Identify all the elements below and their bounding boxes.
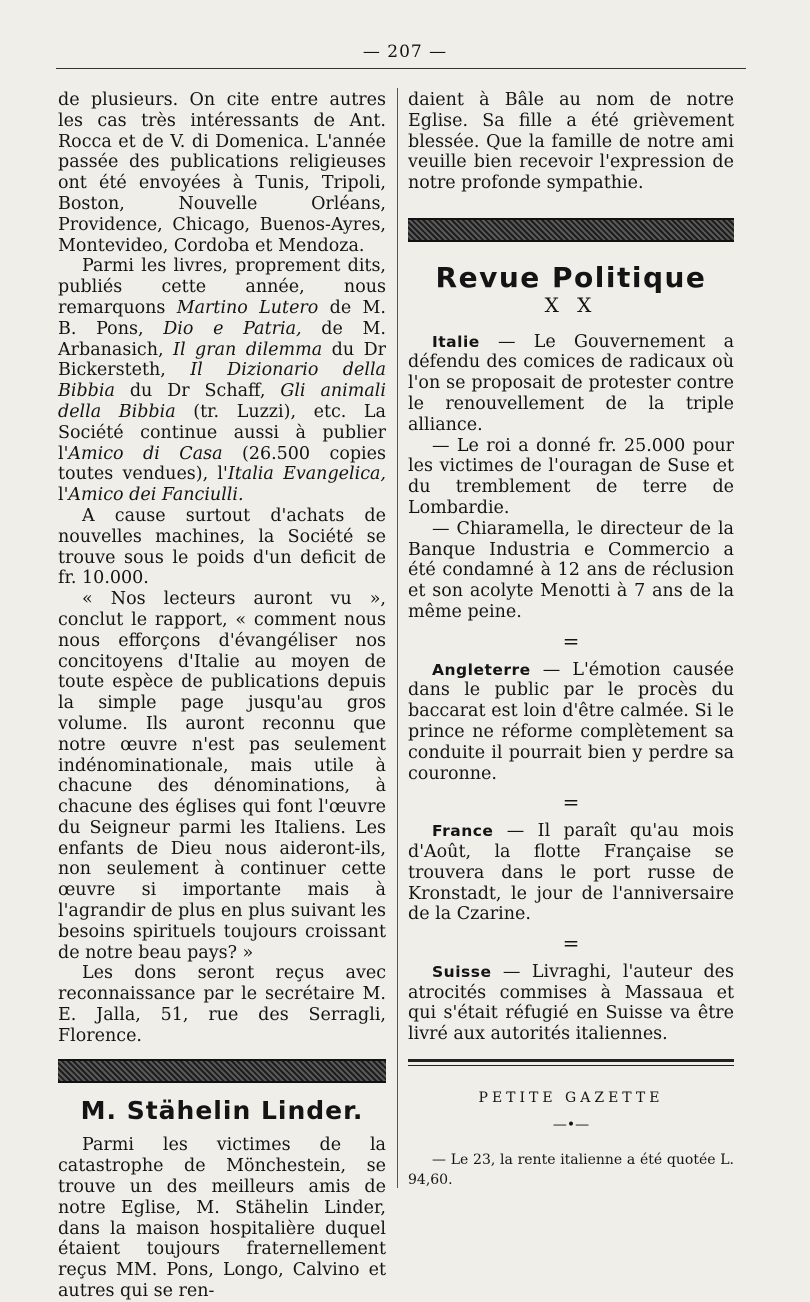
separator: = xyxy=(562,628,580,653)
text: — Livraghi, l'auteur des atrocités commises à Massaua et qui s'était réfugié en Suisse va être livré aux autorités italiennes. xyxy=(408,961,734,1045)
text: — L'émotion causée dans le public par le procès du baccarat est loin d'être calmée. Si le prince ne réforme complètement sa conduite il pourrait bien y perdre sa couronne. xyxy=(408,659,734,784)
country-label: France xyxy=(432,822,494,841)
text: Parmi les livres, proprement dits, publiés cette année, nous remarquons xyxy=(58,256,386,318)
country-label: Angleterre xyxy=(432,660,531,679)
news-item: — Chiaramella, le directeur de la Banque Industria e Commercio a été condamné à 12 ans de réclusion et son acolyte Menotti à 7 ans de la même peine. xyxy=(408,518,734,622)
section-heading: Revue Politique xyxy=(435,260,707,294)
book-title: Dio e Patria, xyxy=(163,318,302,339)
paragraph: daient à Bâle au nom de notre Eglise. Sa fille a été grièvement blessée. Que la famille de notre ami veuille bien recevoir l'expression de notre profonde sympathie. xyxy=(408,90,734,194)
text: — Il paraît qu'au mois d'Août, la flotte Française se trouvera dans le port russe de Kronstadt, le jour de l'anniversaire de la Czarine. xyxy=(408,821,734,925)
decorative-band xyxy=(58,1059,386,1083)
text: (tr. Luzzi), etc. La Société continue aussi à publier l' xyxy=(58,401,386,464)
text: l' xyxy=(58,485,69,506)
book-title: Il Dizionario della Bibbia xyxy=(58,360,386,402)
double-rule xyxy=(408,1059,734,1066)
book-title: Il gran dilemma xyxy=(173,339,323,360)
column-rule xyxy=(397,88,398,1188)
text: de M. Arbanasich, xyxy=(58,318,386,360)
text: de M. B. Pons, xyxy=(58,297,386,339)
text: (26.500 copies toutes vendues), l' xyxy=(58,443,386,485)
periodical-title: Amico di Casa xyxy=(68,443,223,464)
separator: = xyxy=(562,790,580,815)
left-column xyxy=(58,90,386,1302)
heading-ornament: X X xyxy=(544,292,598,317)
paragraph: A cause surtout d'achats de nouvelles machines, la Société se trouve sous le poids d'un deficit de fr. 10.000. xyxy=(58,505,386,589)
separator: = xyxy=(562,931,580,956)
text: du Dr Schaff, xyxy=(114,381,281,402)
news-item-angleterre xyxy=(408,660,734,785)
book-title: Martino Lutero xyxy=(176,297,319,318)
gazette-item: — Le 23, la rente italienne a été quotée L. 94,60. xyxy=(408,1151,734,1188)
right-column xyxy=(408,90,734,1190)
gazette-ornament: —•— xyxy=(552,1116,590,1133)
page-number: — 207 — xyxy=(362,42,448,62)
book-list-paragraph xyxy=(58,256,386,506)
gazette-title: PETITE GAZETTE xyxy=(478,1090,664,1107)
periodical-title: Italia Evangelica, xyxy=(227,464,386,485)
paragraph: Les dons seront reçus avec reconnaissance par le secrétaire M. E. Jalla, 51, rue des Serragli, Florence. xyxy=(58,963,386,1046)
text: du Dr Bickersteth, xyxy=(58,339,386,381)
text: — Le Gouvernement a défendu des comices de radicaux où l'on se proposait de protester contre le renouvellement de la triple alliance. xyxy=(408,331,734,435)
decorative-band xyxy=(408,218,734,242)
paragraph: Parmi les victimes de la catastrophe de Mönchestein, se trouve un des meilleurs amis de notre Eglise, M. Stähelin Linder, dans la maison hospitalière duquel étaient toujours fraternellement reçus MM. Pons, Longo, Calvino et autres qui se ren- xyxy=(58,1135,386,1302)
paragraph: de plusieurs. On cite entre autres les cas très intéressants de Ant. Rocca et de V. di Domenica. L'année passée des publications religieuses ont été envoyées à Tunis, Tripoli, Boston, Nouvelle Orléans, Providence, Chicago, Buenos-Ayres, Montevideo, Cordoba et Mendoza. xyxy=(58,90,386,256)
paragraph: « Nos lecteurs auront vu », conclut le rapport, « comment nous nous efforçons d'évangéliser nos concitoyens d'Italie au moyen de toute espèce de publications depuis la simple page jusqu'au gros volume. Ils auront reconnu que notre œuvre n'est pas seulement indénominationale, mais utile à chacune des dénominations, à chacune des églises qui font l'œuvre du Seigneur parmi les Italiens. Les enfants de Dieu nous aideront-ils, non seulement à continuer cette œuvre si importante mais à l'agrandir de plus en plus suivant les besoins spirituels toujours croissant de notre beau pays? » xyxy=(58,589,386,963)
periodical-title: Amico dei Fanciulli. xyxy=(68,485,244,506)
country-label: Italie xyxy=(432,332,480,351)
news-item-italie xyxy=(408,332,734,436)
news-item-suisse xyxy=(408,962,734,1045)
article-heading: M. Stähelin Linder. xyxy=(80,1095,364,1125)
book-title: Gli animali della Bibbia xyxy=(58,381,386,422)
top-rule xyxy=(56,68,746,69)
news-item: — Le roi a donné fr. 25.000 pour les victimes de l'ouragan de Suse et du tremblement de terre de Lombardie. xyxy=(408,435,734,518)
news-item-france xyxy=(408,821,734,925)
country-label: Suisse xyxy=(432,962,492,981)
